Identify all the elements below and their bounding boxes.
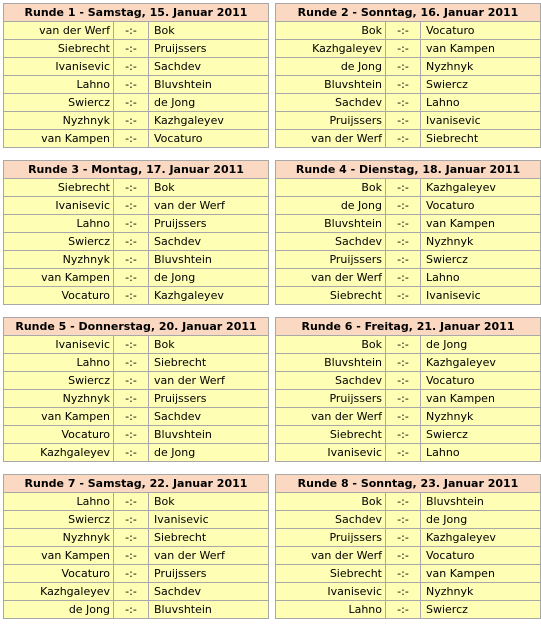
black-player: de Jong xyxy=(154,271,196,284)
white-player: Vocaturo xyxy=(4,565,114,582)
game-score: -:- xyxy=(114,511,149,528)
black-player: Nyzhnyk xyxy=(426,585,474,598)
game-score: -:- xyxy=(114,408,149,425)
game-score: -:- xyxy=(386,215,421,232)
game-row xyxy=(4,528,268,546)
black-player: Ivanisevic xyxy=(426,114,481,127)
black-player: de Jong xyxy=(154,96,196,109)
black-player: Nyzhnyk xyxy=(426,410,474,423)
white-player: Nyzhnyk xyxy=(4,251,114,268)
black-player: Pruijssers xyxy=(154,567,207,580)
game-score: -:- xyxy=(114,529,149,546)
game-row xyxy=(4,57,268,75)
white-player: Kazhgaleyev xyxy=(276,40,386,57)
black-player: Ivanisevic xyxy=(426,289,481,302)
game-score: -:- xyxy=(114,426,149,443)
game-row xyxy=(276,528,540,546)
black-player: van Kampen xyxy=(426,217,495,230)
black-player: Swiercz xyxy=(426,428,468,441)
white-player: Pruijssers xyxy=(276,112,386,129)
game-score: -:- xyxy=(114,354,149,371)
white-player: Bluvshtein xyxy=(276,76,386,93)
round-games xyxy=(4,336,268,461)
white-player: Pruijssers xyxy=(276,390,386,407)
game-score: -:- xyxy=(386,493,421,510)
game-row xyxy=(276,39,540,57)
white-player: Bok xyxy=(276,493,386,510)
white-player: Siebrecht xyxy=(276,565,386,582)
black-player: Ivanisevic xyxy=(154,513,209,526)
game-score: -:- xyxy=(386,269,421,286)
round-table-8 xyxy=(275,474,541,619)
black-player: Vocaturo xyxy=(426,549,475,562)
black-player: Bluvshtein xyxy=(426,495,484,508)
game-score: -:- xyxy=(114,130,149,147)
black-player: Lahno xyxy=(426,96,460,109)
game-row xyxy=(276,129,540,147)
white-player: Bok xyxy=(276,336,386,353)
white-player: Bok xyxy=(276,179,386,196)
black-player: Pruijssers xyxy=(154,392,207,405)
game-row xyxy=(4,493,268,510)
game-row xyxy=(4,75,268,93)
white-player: Lahno xyxy=(4,215,114,232)
white-player: Swiercz xyxy=(4,372,114,389)
round-table-7 xyxy=(3,474,269,619)
game-score: -:- xyxy=(114,179,149,196)
white-player: Swiercz xyxy=(4,94,114,111)
game-row xyxy=(276,443,540,461)
round-table-4 xyxy=(275,160,541,305)
game-score: -:- xyxy=(114,372,149,389)
game-score: -:- xyxy=(386,22,421,39)
white-player: Siebrecht xyxy=(4,40,114,57)
black-player: Sachdev xyxy=(154,410,202,423)
white-player: Lahno xyxy=(4,354,114,371)
game-score: -:- xyxy=(114,601,149,618)
game-row xyxy=(4,600,268,618)
white-player: Swiercz xyxy=(4,233,114,250)
black-player: Pruijssers xyxy=(154,42,207,55)
white-player: de Jong xyxy=(276,197,386,214)
game-row xyxy=(4,443,268,461)
game-row xyxy=(276,564,540,582)
white-player: Bluvshtein xyxy=(276,215,386,232)
game-score: -:- xyxy=(114,233,149,250)
white-player: van Kampen xyxy=(4,269,114,286)
round-games xyxy=(276,179,540,304)
game-row xyxy=(4,336,268,353)
black-player: Kazhgaleyev xyxy=(426,181,496,194)
black-player: Lahno xyxy=(426,271,460,284)
round-title: Runde 1 - Samstag, 15. Januar 2011 xyxy=(4,4,268,22)
white-player: Siebrecht xyxy=(276,287,386,304)
black-player: van der Werf xyxy=(154,374,225,387)
game-score: -:- xyxy=(386,197,421,214)
white-player: Ivanisevic xyxy=(4,336,114,353)
game-row xyxy=(4,286,268,304)
black-player: Siebrecht xyxy=(154,356,207,369)
black-player: de Jong xyxy=(426,338,468,351)
white-player: Bluvshtein xyxy=(276,354,386,371)
game-score: -:- xyxy=(114,197,149,214)
black-player: van Kampen xyxy=(426,392,495,405)
black-player: Kazhgaleyev xyxy=(154,289,224,302)
game-score: -:- xyxy=(386,233,421,250)
white-player: Kazhgaleyev xyxy=(4,444,114,461)
black-player: Swiercz xyxy=(426,253,468,266)
black-player: Nyzhnyk xyxy=(426,235,474,248)
game-score: -:- xyxy=(114,22,149,39)
game-score: -:- xyxy=(114,251,149,268)
white-player: van der Werf xyxy=(276,130,386,147)
game-row xyxy=(276,232,540,250)
black-player: Kazhgaleyev xyxy=(426,356,496,369)
game-row xyxy=(276,286,540,304)
game-row xyxy=(4,129,268,147)
game-score: -:- xyxy=(114,269,149,286)
round-title: Runde 7 - Samstag, 22. Januar 2011 xyxy=(4,475,268,493)
game-row xyxy=(276,582,540,600)
white-player: Ivanisevic xyxy=(276,583,386,600)
game-row xyxy=(276,75,540,93)
game-row xyxy=(4,407,268,425)
white-player: Bok xyxy=(276,22,386,39)
black-player: van Kampen xyxy=(426,567,495,580)
white-player: Lahno xyxy=(276,601,386,618)
black-player: Bluvshtein xyxy=(154,428,212,441)
white-player: Sachdev xyxy=(276,372,386,389)
black-player: van der Werf xyxy=(154,199,225,212)
game-row xyxy=(276,111,540,129)
round-title: Runde 8 - Sonntag, 23. Januar 2011 xyxy=(276,475,540,493)
black-player: Bluvshtein xyxy=(154,603,212,616)
white-player: Ivanisevic xyxy=(4,197,114,214)
game-row xyxy=(4,564,268,582)
white-player: Ivanisevic xyxy=(276,444,386,461)
game-score: -:- xyxy=(114,287,149,304)
black-player: Bok xyxy=(154,24,175,37)
round-games xyxy=(276,336,540,461)
white-player: Nyzhnyk xyxy=(4,529,114,546)
white-player: Kazhgaleyev xyxy=(4,583,114,600)
game-score: -:- xyxy=(386,179,421,196)
game-score: -:- xyxy=(386,529,421,546)
game-score: -:- xyxy=(386,372,421,389)
game-score: -:- xyxy=(386,511,421,528)
black-player: Vocaturo xyxy=(154,132,203,145)
game-row xyxy=(4,232,268,250)
white-player: Siebrecht xyxy=(4,179,114,196)
black-player: Vocaturo xyxy=(426,24,475,37)
game-row xyxy=(276,250,540,268)
game-score: -:- xyxy=(386,583,421,600)
black-player: Swiercz xyxy=(426,603,468,616)
round-table-2 xyxy=(275,3,541,148)
white-player: Ivanisevic xyxy=(4,58,114,75)
game-row xyxy=(276,600,540,618)
game-score: -:- xyxy=(114,547,149,564)
white-player: Vocaturo xyxy=(4,287,114,304)
black-player: Vocaturo xyxy=(426,374,475,387)
white-player: Siebrecht xyxy=(276,426,386,443)
game-score: -:- xyxy=(114,40,149,57)
round-games xyxy=(4,179,268,304)
white-player: Sachdev xyxy=(276,94,386,111)
game-score: -:- xyxy=(386,130,421,147)
game-row xyxy=(276,196,540,214)
round-title: Runde 6 - Freitag, 21. Januar 2011 xyxy=(276,318,540,336)
black-player: van der Werf xyxy=(154,549,225,562)
white-player: Lahno xyxy=(4,493,114,510)
game-score: -:- xyxy=(386,336,421,353)
black-player: Bok xyxy=(154,181,175,194)
game-score: -:- xyxy=(386,94,421,111)
black-player: Kazhgaleyev xyxy=(426,531,496,544)
black-player: Siebrecht xyxy=(426,132,479,145)
game-score: -:- xyxy=(114,565,149,582)
game-score: -:- xyxy=(386,40,421,57)
game-row xyxy=(4,214,268,232)
game-row xyxy=(276,371,540,389)
white-player: Swiercz xyxy=(4,511,114,528)
black-player: Sachdev xyxy=(154,585,202,598)
white-player: Pruijssers xyxy=(276,529,386,546)
game-score: -:- xyxy=(114,444,149,461)
white-player: van Kampen xyxy=(4,547,114,564)
game-row xyxy=(4,582,268,600)
game-score: -:- xyxy=(114,336,149,353)
white-player: Pruijssers xyxy=(276,251,386,268)
game-score: -:- xyxy=(114,215,149,232)
black-player: Nyzhnyk xyxy=(426,60,474,73)
game-score: -:- xyxy=(114,94,149,111)
black-player: van Kampen xyxy=(426,42,495,55)
white-player: van Kampen xyxy=(4,130,114,147)
black-player: de Jong xyxy=(426,513,468,526)
game-score: -:- xyxy=(114,390,149,407)
game-row xyxy=(276,336,540,353)
round-games xyxy=(276,22,540,147)
black-player: Siebrecht xyxy=(154,531,207,544)
game-row xyxy=(4,389,268,407)
game-row xyxy=(276,546,540,564)
white-player: van der Werf xyxy=(276,547,386,564)
game-score: -:- xyxy=(386,58,421,75)
round-games xyxy=(4,493,268,618)
game-row xyxy=(276,353,540,371)
black-player: Pruijssers xyxy=(154,217,207,230)
black-player: Sachdev xyxy=(154,235,202,248)
game-score: -:- xyxy=(114,112,149,129)
round-title: Runde 4 - Dienstag, 18. Januar 2011 xyxy=(276,161,540,179)
game-row xyxy=(276,510,540,528)
white-player: Vocaturo xyxy=(4,426,114,443)
round-title: Runde 2 - Sonntag, 16. Januar 2011 xyxy=(276,4,540,22)
black-player: Swiercz xyxy=(426,78,468,91)
game-row xyxy=(4,510,268,528)
black-player: Kazhgaleyev xyxy=(154,114,224,127)
game-row xyxy=(276,179,540,196)
game-score: -:- xyxy=(386,565,421,582)
game-row xyxy=(276,214,540,232)
game-row xyxy=(4,268,268,286)
game-row xyxy=(4,371,268,389)
game-row xyxy=(4,353,268,371)
round-table-6 xyxy=(275,317,541,462)
round-table-1 xyxy=(3,3,269,148)
game-score: -:- xyxy=(386,76,421,93)
white-player: van Kampen xyxy=(4,408,114,425)
game-row xyxy=(276,93,540,111)
black-player: Bok xyxy=(154,495,175,508)
game-score: -:- xyxy=(386,426,421,443)
white-player: van der Werf xyxy=(276,408,386,425)
game-row xyxy=(4,93,268,111)
game-row xyxy=(4,179,268,196)
game-score: -:- xyxy=(114,76,149,93)
white-player: Lahno xyxy=(4,76,114,93)
game-row xyxy=(4,425,268,443)
game-row xyxy=(276,57,540,75)
game-row xyxy=(4,546,268,564)
round-games xyxy=(4,22,268,147)
game-row xyxy=(4,39,268,57)
game-score: -:- xyxy=(386,408,421,425)
round-games xyxy=(276,493,540,618)
white-player: de Jong xyxy=(4,601,114,618)
game-row xyxy=(276,268,540,286)
round-title: Runde 5 - Donnerstag, 20. Januar 2011 xyxy=(4,318,268,336)
game-row xyxy=(276,407,540,425)
game-row xyxy=(4,250,268,268)
white-player: van der Werf xyxy=(4,22,114,39)
game-score: -:- xyxy=(386,112,421,129)
black-player: de Jong xyxy=(154,446,196,459)
round-table-3 xyxy=(3,160,269,305)
white-player: de Jong xyxy=(276,58,386,75)
game-row xyxy=(4,111,268,129)
game-score: -:- xyxy=(386,390,421,407)
game-score: -:- xyxy=(114,583,149,600)
round-title: Runde 3 - Montag, 17. Januar 2011 xyxy=(4,161,268,179)
game-row xyxy=(4,22,268,39)
black-player: Lahno xyxy=(426,446,460,459)
round-table-5 xyxy=(3,317,269,462)
white-player: Nyzhnyk xyxy=(4,112,114,129)
white-player: van der Werf xyxy=(276,269,386,286)
white-player: Nyzhnyk xyxy=(4,390,114,407)
game-score: -:- xyxy=(114,58,149,75)
black-player: Bluvshtein xyxy=(154,78,212,91)
game-row xyxy=(276,425,540,443)
game-score: -:- xyxy=(114,493,149,510)
game-row xyxy=(276,22,540,39)
game-score: -:- xyxy=(386,354,421,371)
game-score: -:- xyxy=(386,251,421,268)
black-player: Bok xyxy=(154,338,175,351)
game-score: -:- xyxy=(386,601,421,618)
game-row xyxy=(276,493,540,510)
black-player: Bluvshtein xyxy=(154,253,212,266)
black-player: Sachdev xyxy=(154,60,202,73)
game-score: -:- xyxy=(386,444,421,461)
game-score: -:- xyxy=(386,287,421,304)
white-player: Sachdev xyxy=(276,511,386,528)
white-player: Sachdev xyxy=(276,233,386,250)
black-player: Vocaturo xyxy=(426,199,475,212)
game-row xyxy=(4,196,268,214)
game-row xyxy=(276,389,540,407)
game-score: -:- xyxy=(386,547,421,564)
